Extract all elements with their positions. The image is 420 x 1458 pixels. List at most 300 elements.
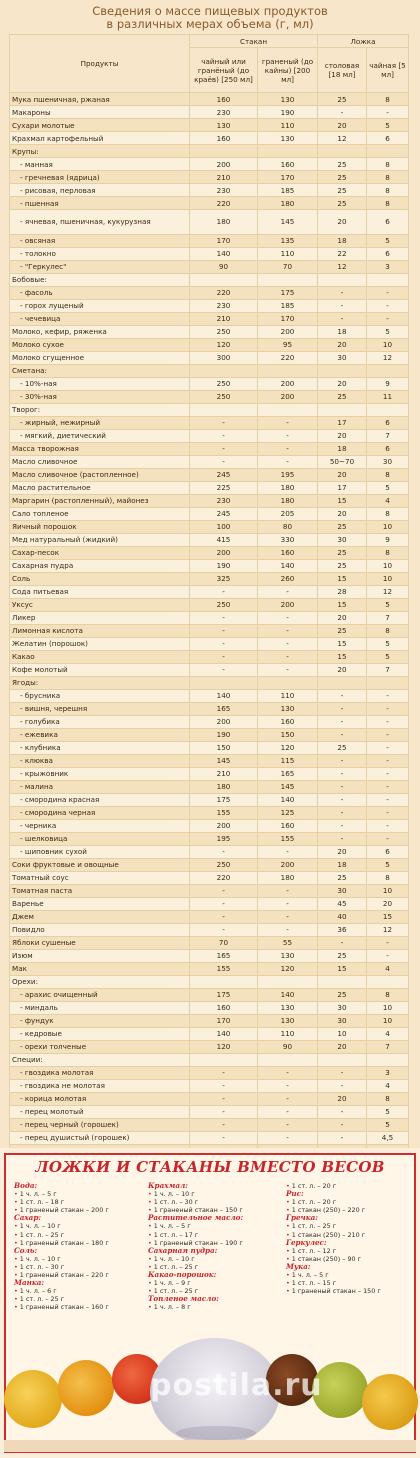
product-name-cell: Ликер <box>10 611 190 624</box>
value-cell: 5 <box>367 650 409 663</box>
value-cell: - <box>258 624 318 637</box>
value-cell: 130 <box>258 1001 318 1014</box>
value-cell: - <box>190 637 258 650</box>
value-cell: - <box>318 689 367 702</box>
value-cell: - <box>190 923 258 936</box>
table-row <box>10 210 409 235</box>
value-cell: - <box>190 884 258 897</box>
product-name-cell: Сало топленое <box>10 507 190 520</box>
value-cell: 18 <box>318 325 367 338</box>
value-cell <box>318 273 367 286</box>
value-cell: 200 <box>258 390 318 403</box>
value-cell: 125 <box>258 806 318 819</box>
product-name-cell: - горох лущеный <box>10 299 190 312</box>
value-cell: - <box>318 1066 367 1079</box>
value-cell: 200 <box>190 819 258 832</box>
poster-item: • 1 ст. л. – 15 г <box>286 1279 418 1287</box>
value-cell: 220 <box>190 871 258 884</box>
table-row <box>10 897 409 910</box>
value-cell: 8 <box>367 93 409 106</box>
product-name-cell: Крупы: <box>10 145 190 158</box>
value-cell: 7 <box>367 663 409 676</box>
value-cell: - <box>318 715 367 728</box>
value-cell: 30 <box>367 455 409 468</box>
value-cell: 25 <box>318 390 367 403</box>
value-cell: 15 <box>318 637 367 650</box>
table-row <box>10 754 409 767</box>
value-cell: 130 <box>258 1014 318 1027</box>
table-row <box>10 910 409 923</box>
value-cell: - <box>367 936 409 949</box>
value-cell: 195 <box>258 468 318 481</box>
table-row <box>10 1131 409 1144</box>
value-cell: 10 <box>318 1027 367 1040</box>
product-name-cell: Мука пшеничная, ржаная <box>10 93 190 106</box>
table-row <box>10 806 409 819</box>
value-cell: 160 <box>190 132 258 145</box>
poster-item: • 1 ст. л. – 25 г <box>286 1222 418 1230</box>
table-row <box>10 299 409 312</box>
value-cell: 8 <box>367 624 409 637</box>
product-name-cell: Мед натуральный (жидкий) <box>10 533 190 546</box>
value-cell: - <box>318 767 367 780</box>
table-row <box>10 494 409 507</box>
value-cell: 200 <box>258 598 318 611</box>
value-cell: 190 <box>258 106 318 119</box>
product-name-cell: Масло сливочное (растопленное) <box>10 468 190 481</box>
value-cell: - <box>190 910 258 923</box>
value-cell: 160 <box>258 158 318 171</box>
value-cell: 175 <box>190 988 258 1001</box>
header-spoon: Ложка <box>318 35 409 48</box>
value-cell: - <box>367 741 409 754</box>
value-cell: 5 <box>367 481 409 494</box>
table-row <box>10 132 409 145</box>
value-cell: - <box>258 923 318 936</box>
table-row <box>10 468 409 481</box>
poster-category: Вода: <box>14 1181 38 1190</box>
table-row <box>10 1092 409 1105</box>
value-cell: - <box>367 806 409 819</box>
value-cell: 110 <box>258 1027 318 1040</box>
value-cell: 145 <box>258 780 318 793</box>
value-cell: 210 <box>190 171 258 184</box>
product-name-cell: - крыжовник <box>10 767 190 780</box>
product-name-cell: Сода питьевая <box>10 585 190 598</box>
value-cell: 150 <box>190 741 258 754</box>
product-name-cell: - ячневая, пшеничная, кукурузная <box>10 210 190 235</box>
value-cell: 205 <box>258 507 318 520</box>
value-cell: 20 <box>318 1092 367 1105</box>
value-cell: 165 <box>258 767 318 780</box>
table-row <box>10 1105 409 1118</box>
product-name-cell: Соль <box>10 572 190 585</box>
value-cell: - <box>190 1118 258 1131</box>
product-name-cell: Специи: <box>10 1053 190 1066</box>
table-row <box>10 1027 409 1040</box>
table-row <box>10 403 409 416</box>
product-name-cell: Молоко сгущенное <box>10 351 190 364</box>
poster-category: Сахар: <box>14 1213 41 1223</box>
product-name-cell: Крахмал картофельный <box>10 132 190 145</box>
table-row <box>10 663 409 676</box>
value-cell: - <box>190 611 258 624</box>
table-row <box>10 1079 409 1092</box>
poster-category: Геркулес: <box>286 1237 327 1247</box>
product-name-cell: - клюква <box>10 754 190 767</box>
value-cell: - <box>190 442 258 455</box>
table-row <box>10 611 409 624</box>
value-cell: - <box>318 299 367 312</box>
value-cell: - <box>318 819 367 832</box>
value-cell: 8 <box>367 468 409 481</box>
value-cell: - <box>190 1079 258 1092</box>
table-row <box>10 119 409 132</box>
value-cell: 5 <box>367 858 409 871</box>
product-name-cell: Сахар-песок <box>10 546 190 559</box>
product-name-cell: - гречневая (ядрица) <box>10 171 190 184</box>
product-name-cell: - "Геркулес" <box>10 260 190 273</box>
poster-item: • 1 ч. л. – 10 г <box>148 1190 280 1198</box>
table-row <box>10 429 409 442</box>
table-row <box>10 676 409 689</box>
value-cell: - <box>367 702 409 715</box>
value-cell: - <box>367 793 409 806</box>
value-cell: 25 <box>318 741 367 754</box>
poster-item: • 1 ст. л. – 25 г <box>148 1263 280 1271</box>
poster-item: • 1 ч. л. – 6 г <box>14 1287 146 1295</box>
table-row <box>10 988 409 1001</box>
product-name-cell: Джем <box>10 910 190 923</box>
value-cell: 20 <box>318 119 367 132</box>
poster-category: Топленое масло: <box>148 1294 219 1304</box>
value-cell: 185 <box>258 184 318 197</box>
value-cell: - <box>190 429 258 442</box>
value-cell <box>190 364 258 377</box>
value-cell: 4 <box>367 494 409 507</box>
product-name-cell: Маргарин (растопленный), майонез <box>10 494 190 507</box>
value-cell: 25 <box>318 197 367 210</box>
value-cell: 12 <box>367 585 409 598</box>
value-cell: 20 <box>318 507 367 520</box>
value-cell: 200 <box>190 715 258 728</box>
value-cell: 8 <box>367 546 409 559</box>
table-row <box>10 416 409 429</box>
value-cell <box>318 676 367 689</box>
product-name-cell: - ежевика <box>10 728 190 741</box>
watermark-text: postila.ru <box>150 1368 323 1403</box>
value-cell: 325 <box>190 572 258 585</box>
value-cell: 220 <box>190 286 258 299</box>
table-row <box>10 624 409 637</box>
product-name-cell: - кедровые <box>10 1027 190 1040</box>
value-cell: 250 <box>190 325 258 338</box>
value-cell <box>190 676 258 689</box>
product-name-cell: Мак <box>10 962 190 975</box>
value-cell: 9 <box>367 377 409 390</box>
value-cell: 8 <box>367 988 409 1001</box>
value-cell: - <box>318 780 367 793</box>
value-cell: 140 <box>258 988 318 1001</box>
value-cell: 250 <box>190 598 258 611</box>
value-cell: 140 <box>190 1027 258 1040</box>
product-name-cell: - черника <box>10 819 190 832</box>
product-name-cell: - чечевица <box>10 312 190 325</box>
value-cell: 12 <box>318 132 367 145</box>
table-row <box>10 390 409 403</box>
poster-category: Гречка: <box>286 1213 318 1223</box>
value-cell: 8 <box>367 1092 409 1105</box>
value-cell <box>190 1053 258 1066</box>
header-table-spoon: столовая [18 мл] <box>318 48 367 93</box>
product-name-cell: - пшенная <box>10 197 190 210</box>
value-cell: 80 <box>258 520 318 533</box>
value-cell: 15 <box>318 598 367 611</box>
value-cell: 15 <box>367 910 409 923</box>
table-row <box>10 1053 409 1066</box>
value-cell <box>367 273 409 286</box>
product-name-cell: - жирный, нежирный <box>10 416 190 429</box>
value-cell: 4 <box>367 962 409 975</box>
title-line-1: Сведения о массе пищевых продуктов <box>92 4 328 18</box>
value-cell: - <box>318 793 367 806</box>
poster-title: ЛОЖКИ И СТАКАНЫ ВМЕСТО ВЕСОВ <box>35 1158 385 1176</box>
poster-item: • 1 ч. л. – 8 г <box>148 1303 280 1311</box>
value-cell: 10 <box>367 1001 409 1014</box>
table-row <box>10 312 409 325</box>
value-cell <box>367 364 409 377</box>
value-cell: 145 <box>258 210 318 235</box>
value-cell: 260 <box>258 572 318 585</box>
product-name-cell: - фасоль <box>10 286 190 299</box>
value-cell: 155 <box>190 962 258 975</box>
value-cell: 135 <box>258 234 318 247</box>
value-cell: 20 <box>318 377 367 390</box>
value-cell: 100 <box>190 520 258 533</box>
value-cell: 210 <box>190 312 258 325</box>
title-line-2: в различных мерах объема (г, мл) <box>106 17 314 31</box>
spoon-yellow-spice-image <box>4 1370 62 1428</box>
table-row <box>10 507 409 520</box>
value-cell <box>318 403 367 416</box>
value-cell <box>318 1053 367 1066</box>
product-name-cell: - вишня, черешня <box>10 702 190 715</box>
value-cell <box>258 364 318 377</box>
value-cell: 200 <box>190 158 258 171</box>
value-cell: 165 <box>190 702 258 715</box>
watermark <box>150 1368 323 1403</box>
value-cell: 140 <box>190 689 258 702</box>
value-cell: 25 <box>318 158 367 171</box>
poster-item: • 1 граненый стакан – 150 г <box>148 1206 280 1214</box>
table-row <box>10 689 409 702</box>
table-row <box>10 819 409 832</box>
table-row <box>10 364 409 377</box>
header-tea-glass: чайный или гранёный (до краёв) [250 мл] <box>190 48 258 93</box>
value-cell: 415 <box>190 533 258 546</box>
value-cell: - <box>367 728 409 741</box>
value-cell: 110 <box>258 689 318 702</box>
value-cell: 10 <box>367 338 409 351</box>
value-cell <box>318 145 367 158</box>
table-row <box>10 234 409 247</box>
product-name-cell: - манная <box>10 158 190 171</box>
product-name-cell: - голубика <box>10 715 190 728</box>
value-cell <box>258 403 318 416</box>
value-cell: 70 <box>258 260 318 273</box>
header-glass: Стакан <box>190 35 318 48</box>
value-cell: - <box>258 1092 318 1105</box>
value-cell: 230 <box>190 184 258 197</box>
value-cell: - <box>258 429 318 442</box>
product-name-cell: - орехи толченые <box>10 1040 190 1053</box>
table-row <box>10 949 409 962</box>
value-cell: - <box>258 663 318 676</box>
value-cell: 8 <box>367 507 409 520</box>
poster-item: • 1 ч. л. – 5 г <box>286 1271 418 1279</box>
table-row <box>10 923 409 936</box>
value-cell: - <box>258 416 318 429</box>
bowl-shadow-image <box>176 1426 256 1440</box>
value-cell: 55 <box>258 936 318 949</box>
value-cell: 12 <box>367 923 409 936</box>
value-cell: 8 <box>367 197 409 210</box>
poster-item: • 1 ст. л. – 25 г <box>14 1295 146 1303</box>
value-cell: - <box>318 728 367 741</box>
value-cell: - <box>190 897 258 910</box>
value-cell: - <box>367 286 409 299</box>
value-cell: 155 <box>258 832 318 845</box>
table-row <box>10 273 409 286</box>
value-cell: 25 <box>318 93 367 106</box>
poster-item: • 1 ч. л. – 10 г <box>148 1255 280 1263</box>
product-name-cell: Молоко, кефир, ряженка <box>10 325 190 338</box>
value-cell: 120 <box>258 962 318 975</box>
value-cell: - <box>258 611 318 624</box>
value-cell: - <box>190 416 258 429</box>
poster-category: Сахарная пудра: <box>148 1245 218 1255</box>
header-products: Продукты <box>10 35 190 93</box>
table-row <box>10 741 409 754</box>
value-cell: 25 <box>318 871 367 884</box>
value-cell: 10 <box>367 884 409 897</box>
value-cell: - <box>318 1131 367 1144</box>
product-name-cell: - шелковица <box>10 832 190 845</box>
product-name-cell: - перец черный (горошек) <box>10 1118 190 1131</box>
poster-item: • 1 граненый стакан – 190 г <box>148 1239 280 1247</box>
value-cell: - <box>367 780 409 793</box>
product-name-cell: - 10%-ная <box>10 377 190 390</box>
value-cell: 3 <box>367 260 409 273</box>
product-name-cell: - клубника <box>10 741 190 754</box>
poster-category: Манка: <box>14 1278 45 1288</box>
value-cell: - <box>367 754 409 767</box>
table-row <box>10 715 409 728</box>
product-name-cell: - корица молотая <box>10 1092 190 1105</box>
product-name-cell: - овсяная <box>10 234 190 247</box>
poster-item: • 1 ч. л. – 10 г <box>14 1255 146 1263</box>
value-cell: 6 <box>367 210 409 235</box>
value-cell: 11 <box>367 390 409 403</box>
table-row <box>10 637 409 650</box>
value-cell: 8 <box>367 171 409 184</box>
value-cell: - <box>190 1131 258 1144</box>
value-cell: 250 <box>190 377 258 390</box>
product-name-cell: - мягкий, диетический <box>10 429 190 442</box>
table-row <box>10 546 409 559</box>
poster-item: • 1 стакан (250) – 210 г <box>286 1231 418 1239</box>
value-cell <box>258 273 318 286</box>
value-cell: 250 <box>190 390 258 403</box>
table-row <box>10 93 409 106</box>
header-faceted-glass: граненый (до кайны) [200 мл] <box>258 48 318 93</box>
value-cell: 200 <box>190 546 258 559</box>
value-cell: 330 <box>258 533 318 546</box>
table-row <box>10 1014 409 1027</box>
value-cell: 90 <box>190 260 258 273</box>
value-cell: 165 <box>190 949 258 962</box>
value-cell: 220 <box>258 351 318 364</box>
value-cell: 200 <box>258 325 318 338</box>
value-cell: - <box>318 1105 367 1118</box>
value-cell: 30 <box>318 884 367 897</box>
table-row <box>10 1066 409 1079</box>
value-cell: 5 <box>367 1105 409 1118</box>
poster-category: Соль: <box>14 1245 38 1255</box>
product-name-cell: Творог: <box>10 403 190 416</box>
table-body <box>10 93 409 1158</box>
value-cell: - <box>258 637 318 650</box>
product-name-cell: Желатин (порошок) <box>10 637 190 650</box>
product-name-cell: - брусника <box>10 689 190 702</box>
poster-item: • 1 граненый стакан – 150 г <box>286 1287 418 1295</box>
value-cell: 10 <box>367 520 409 533</box>
value-cell: 170 <box>258 171 318 184</box>
value-cell: 15 <box>318 962 367 975</box>
value-cell: - <box>258 650 318 663</box>
table-row <box>10 171 409 184</box>
spoon-turmeric-image <box>362 1374 418 1430</box>
value-cell: - <box>190 624 258 637</box>
value-cell: 6 <box>367 132 409 145</box>
value-cell: 12 <box>367 351 409 364</box>
product-name-cell: Сахарная пудра <box>10 559 190 572</box>
product-name-cell: Лимонная кислота <box>10 624 190 637</box>
value-cell: 190 <box>190 728 258 741</box>
value-cell: - <box>318 1079 367 1092</box>
value-cell: 130 <box>258 949 318 962</box>
value-cell: 30 <box>318 351 367 364</box>
value-cell <box>258 975 318 988</box>
table-row <box>10 936 409 949</box>
table-row <box>10 260 409 273</box>
value-cell: 170 <box>258 312 318 325</box>
value-cell: 7 <box>367 1040 409 1053</box>
value-cell: 70 <box>190 936 258 949</box>
value-cell: 220 <box>190 197 258 210</box>
poster-item: • 1 стакан (250) – 90 г <box>286 1255 418 1263</box>
value-cell: 300 <box>190 351 258 364</box>
value-cell: - <box>318 1118 367 1131</box>
table-row <box>10 832 409 845</box>
table-row <box>10 520 409 533</box>
value-cell <box>258 1053 318 1066</box>
poster-column-1 <box>14 1182 146 1312</box>
value-cell <box>318 364 367 377</box>
value-cell: 160 <box>190 1001 258 1014</box>
poster-column-2 <box>148 1182 280 1312</box>
product-name-cell: - малина <box>10 780 190 793</box>
